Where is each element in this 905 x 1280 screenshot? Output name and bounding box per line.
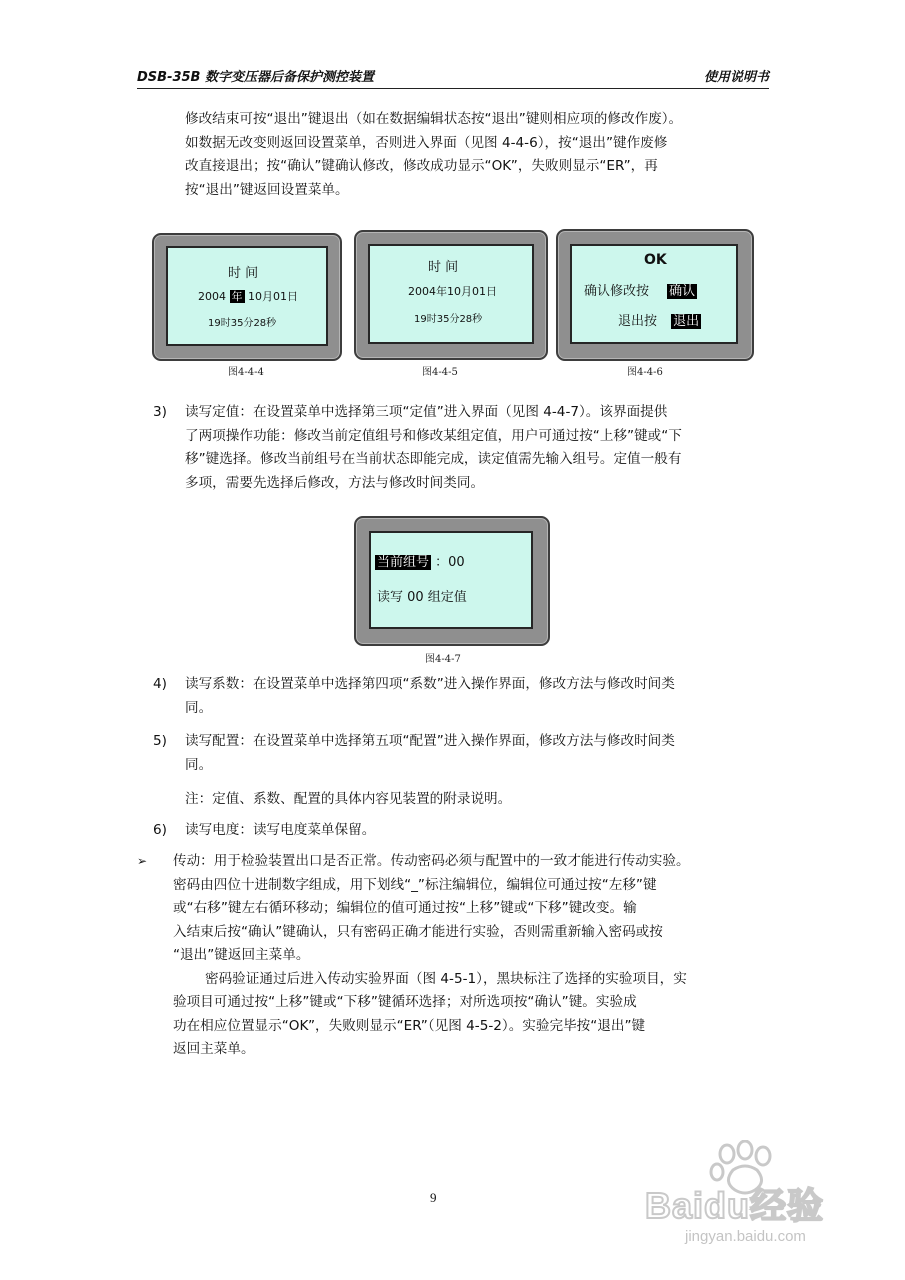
- item-text: [185, 673, 770, 720]
- item-number: 5): [153, 733, 167, 749]
- confirm-label: 确认修改按: [584, 284, 650, 299]
- intro-paragraph: [185, 108, 770, 202]
- bullet-text: [173, 850, 773, 1062]
- figure-caption: 图4-4-5: [422, 367, 458, 378]
- item-text: [185, 730, 770, 777]
- lcd-figure-4-4-7: [354, 516, 550, 646]
- lcd-confirm-row: [584, 280, 697, 299]
- item-line: 同。: [185, 699, 213, 716]
- date-year: 2004: [198, 290, 226, 303]
- lcd-date: [198, 288, 298, 304]
- watermark-url: jingyan.baidu.com: [685, 1228, 806, 1245]
- lcd-title: 时 间: [228, 266, 259, 281]
- bullet-arrow-icon: ➢: [137, 854, 148, 868]
- bullet-line: 入结束后按“确认”键确认，只有密码正确才能进行实验，否则需重新输入密码或按: [173, 923, 663, 940]
- intro-line: 改直接退出；按“确认”键确认修改，修改成功显示“OK”，失败则显示“ER”，再: [185, 158, 658, 174]
- bullet-line: 或“右移”键左右循环移动；编辑位的值可通过按“上移”键或“下移”键改变。输: [173, 900, 637, 916]
- lcd-time: 19时35分28秒: [414, 314, 483, 325]
- item-number: 3): [153, 404, 167, 420]
- lcd-title: 时 间: [428, 260, 459, 275]
- lcd-date: 2004年10月01日: [408, 285, 497, 298]
- page-number: 9: [430, 1190, 437, 1205]
- bullet-line: 传动：用于检验装置出口是否正常。传动密码必须与配置中的一致才能进行传动实验。: [173, 853, 690, 869]
- lcd-figure-4-4-6: [556, 229, 754, 361]
- item-line: 读写系数：在设置菜单中选择第四项“系数”进入操作界面，修改方法与修改时间类: [185, 676, 675, 692]
- figure-caption: 图4-4-6: [627, 367, 663, 378]
- page-header: [137, 66, 769, 89]
- item-line: 多项，需要先选择后修改，方法与修改时间类同。: [185, 474, 485, 491]
- bullet-line: 验项目可通过按“上移”键或“下移”键循环选择；对所选项按“确认”键。实验成: [173, 994, 637, 1010]
- intro-line: 修改结束可按“退出”键退出（如在数据编辑状态按“退出”键则相应项的修改作废）。: [185, 111, 683, 127]
- item-line: 了两项操作功能：修改当前定值组号和修改某组定值，用户可通过按“上移”键或“下: [185, 427, 682, 444]
- bullet-line: 密码验证通过后进入传动实验界面（图 4-5-1），黑块标注了选择的实验项目，实: [205, 970, 687, 987]
- lcd-ok: OK: [644, 252, 667, 268]
- item-line: 读写定值：在设置菜单中选择第三项“定值”进入界面（见图 4-4-7）。该界面提供: [185, 404, 668, 420]
- item-text: [185, 401, 770, 495]
- date-cursor-highlight: 年: [231, 290, 243, 303]
- lcd-time: 19时35分28秒: [208, 318, 277, 329]
- item-line: 移”键选择。修改当前组号在当前状态即能完成，读定值需先输入组号。定值一般有: [185, 451, 682, 467]
- lcd-group-row: [375, 551, 465, 570]
- lcd-figure-4-4-5: [354, 230, 548, 360]
- item-line: 读写配置：在设置菜单中选择第五项“配置”进入操作界面，修改方法与修改时间类: [185, 733, 675, 749]
- figure-caption: 图4-4-4: [228, 367, 264, 378]
- lcd-screen: [570, 244, 738, 344]
- confirm-key: 确认: [669, 284, 696, 299]
- lcd-figure-4-4-4: [152, 233, 342, 361]
- bullet-line: 密码由四位十进制数字组成，用下划线“_”标注编辑位，编辑位可通过按“左移”键: [173, 876, 657, 893]
- figure-caption: 图4-4-7: [425, 654, 461, 665]
- date-month-day: 10月01日: [248, 290, 298, 303]
- bullet-line: “退出”键返回主菜单。: [173, 947, 310, 963]
- lcd-screen: [166, 246, 328, 346]
- group-value: ：00: [435, 555, 465, 570]
- lcd-screen: [368, 244, 534, 344]
- item-line: 同。: [185, 756, 213, 773]
- bullet-line: 功在相应位置显示“OK”，失败则显示“ER”（见图 4-5-2）。实验完毕按“退出”键: [173, 1017, 646, 1034]
- item-text: 读写电度：读写电度菜单保留。: [185, 822, 376, 838]
- baidu-watermark: [645, 1140, 855, 1250]
- intro-line: 按“退出”键返回设置菜单。: [185, 181, 349, 198]
- header-doc-type: 使用说明书: [703, 70, 769, 85]
- note: 注：定值、系数、配置的具体内容见装置的附录说明。: [185, 791, 512, 807]
- lcd-exit-row: [618, 310, 701, 329]
- exit-key: 退出: [673, 314, 700, 329]
- lcd-read-row: 读写 00 组定值: [377, 590, 467, 605]
- intro-line: 如数据无改变则返回设置菜单，否则进入界面（见图 4-4-6），按“退出”键作废修: [185, 134, 668, 151]
- item-number: 4): [153, 676, 167, 692]
- header-title: DSB-35B 数字变压器后备保护测控装置: [137, 70, 374, 85]
- item-number: 6): [153, 822, 167, 838]
- watermark-brand: Baidu经验: [645, 1185, 825, 1226]
- lcd-screen: [369, 531, 533, 629]
- bullet-line: 返回主菜单。: [173, 1041, 255, 1057]
- group-label-highlight: 当前组号: [377, 555, 430, 570]
- exit-label: 退出按: [618, 314, 658, 329]
